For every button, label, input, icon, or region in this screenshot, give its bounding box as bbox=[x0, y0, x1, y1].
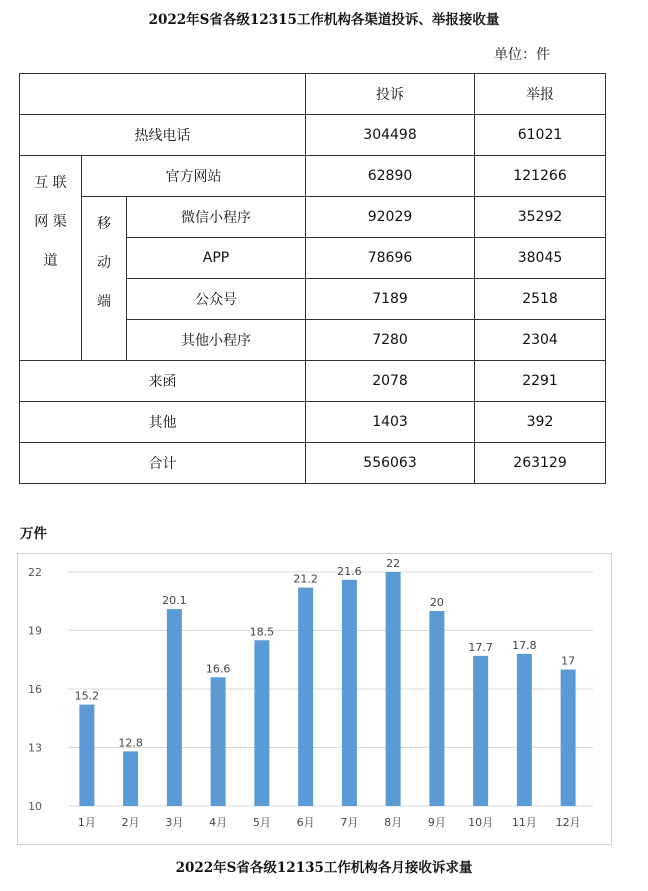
table-row-wechat bbox=[20, 197, 606, 238]
report-value: 35292 bbox=[475, 197, 606, 238]
complaint-value: 78696 bbox=[306, 238, 475, 279]
table-header-row bbox=[20, 74, 606, 115]
data-label: 20.1 bbox=[162, 594, 187, 608]
bar bbox=[79, 705, 94, 806]
table-row-letter bbox=[20, 361, 606, 402]
report-value: 392 bbox=[475, 402, 606, 443]
bar bbox=[342, 580, 357, 806]
table-row-other bbox=[20, 402, 606, 443]
report-value: 263129 bbox=[475, 443, 606, 484]
row-label: 热线电话 bbox=[20, 115, 306, 156]
complaint-value: 7280 bbox=[306, 320, 475, 361]
y-tick-label: 10 bbox=[28, 800, 42, 813]
table-row-total bbox=[20, 443, 606, 484]
bar bbox=[429, 611, 444, 806]
data-label: 17 bbox=[561, 654, 576, 668]
report-value: 2304 bbox=[475, 320, 606, 361]
x-tick-label: 2月 bbox=[121, 816, 140, 829]
bar bbox=[254, 640, 269, 806]
group-mobile-text: 移 动 端 bbox=[97, 216, 111, 310]
header-report: 举报 bbox=[475, 74, 606, 115]
row-label: 其他 bbox=[20, 402, 306, 443]
y-tick-label: 13 bbox=[28, 741, 42, 755]
complaint-value: 556063 bbox=[306, 443, 475, 484]
y-tick-label: 22 bbox=[28, 566, 42, 579]
report-value: 2518 bbox=[475, 279, 606, 320]
row-label: 合计 bbox=[20, 443, 306, 484]
x-tick-label: 4月 bbox=[209, 816, 228, 829]
chart-frame bbox=[17, 553, 612, 845]
x-tick-label: 6月 bbox=[296, 816, 315, 829]
group-mobile-label bbox=[82, 197, 127, 361]
data-label: 20 bbox=[429, 596, 444, 609]
complaint-value: 2078 bbox=[306, 361, 475, 402]
table-title: 2022年S省各级12315工作机构各渠道投诉、举报接收量 bbox=[148, 12, 500, 28]
complaint-value: 62890 bbox=[306, 156, 475, 197]
header-blank-cell bbox=[20, 74, 306, 115]
table-row-website bbox=[20, 156, 606, 197]
x-tick-label: 10月 bbox=[468, 816, 494, 829]
bar-chart bbox=[18, 554, 611, 844]
unit-label: 单位：件 bbox=[494, 47, 550, 63]
x-tick-label: 8月 bbox=[384, 816, 403, 829]
row-label: 微信小程序 bbox=[127, 197, 306, 238]
bar bbox=[167, 609, 182, 806]
bar bbox=[561, 670, 576, 807]
row-label: 官方网站 bbox=[82, 156, 306, 197]
data-label: 22 bbox=[386, 557, 401, 570]
report-value: 61021 bbox=[475, 115, 606, 156]
group-internet-label bbox=[20, 156, 82, 361]
bar bbox=[123, 751, 138, 806]
data-label: 21.6 bbox=[337, 564, 362, 578]
x-tick-label: 1月 bbox=[77, 816, 96, 829]
bar bbox=[517, 654, 532, 806]
bar bbox=[386, 572, 401, 806]
x-tick-label: 12月 bbox=[555, 816, 581, 829]
header-complaint: 投诉 bbox=[306, 74, 475, 115]
x-tick-label: 3月 bbox=[165, 816, 184, 829]
chart-title: 2022年S省各级12135工作机构各月接收诉求量 bbox=[175, 860, 473, 876]
row-label: 其他小程序 bbox=[127, 320, 306, 361]
data-label: 21.2 bbox=[293, 572, 318, 586]
data-label: 15.2 bbox=[74, 689, 100, 703]
y-tick-label: 16 bbox=[28, 683, 42, 696]
y-tick-label: 19 bbox=[28, 624, 42, 638]
row-label: APP bbox=[127, 238, 306, 279]
data-label: 18.5 bbox=[249, 625, 275, 639]
bar bbox=[473, 656, 488, 806]
row-label: 来函 bbox=[20, 361, 306, 402]
complaint-value: 7189 bbox=[306, 279, 475, 320]
x-tick-label: 5月 bbox=[252, 816, 271, 829]
data-label: 16.6 bbox=[205, 662, 231, 676]
y-axis-unit: 万件 bbox=[20, 526, 47, 542]
bar bbox=[211, 677, 226, 806]
complaint-value: 92029 bbox=[306, 197, 475, 238]
x-tick-label: 9月 bbox=[427, 816, 446, 829]
data-label: 12.8 bbox=[118, 736, 143, 750]
complaint-value: 1403 bbox=[306, 402, 475, 443]
row-label: 公众号 bbox=[127, 279, 306, 320]
complaint-value: 304498 bbox=[306, 115, 475, 156]
report-value: 2291 bbox=[475, 361, 606, 402]
data-label: 17.8 bbox=[512, 638, 537, 652]
bar bbox=[298, 588, 313, 806]
x-tick-label: 11月 bbox=[511, 816, 537, 829]
data-label: 17.7 bbox=[468, 640, 493, 654]
group-internet-text: 互 联 网 渠 道 bbox=[34, 175, 67, 269]
channel-table bbox=[19, 73, 606, 484]
report-value: 121266 bbox=[475, 156, 606, 197]
x-tick-label: 7月 bbox=[340, 816, 359, 829]
table-row-hotline bbox=[20, 115, 606, 156]
report-value: 38045 bbox=[475, 238, 606, 279]
